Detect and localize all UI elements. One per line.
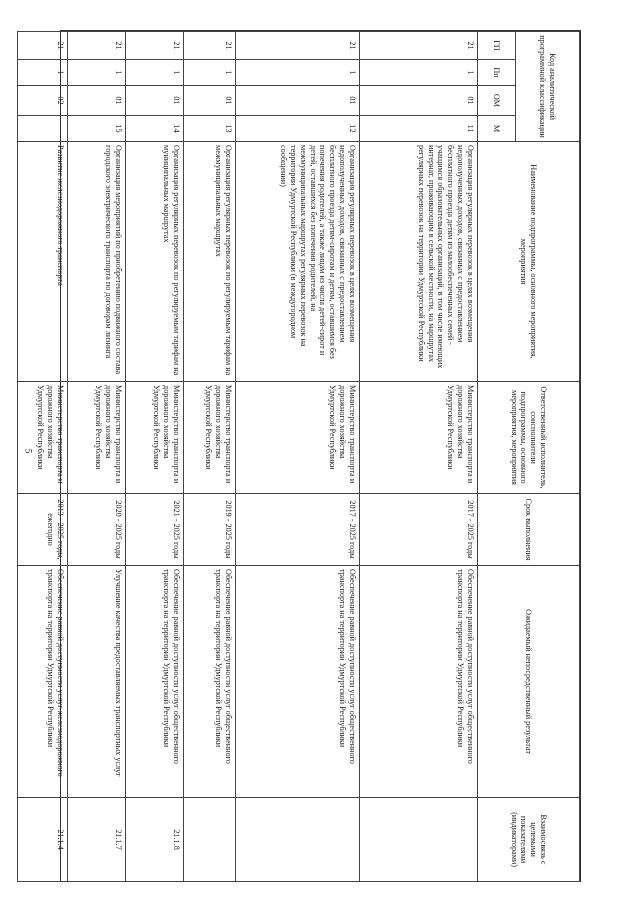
header-term: Срок выполнения [478,494,580,566]
cell-gp: 21 [126,32,184,60]
cell-m: 12 [236,116,360,142]
cell-term: 2017 - 2025 годы [236,494,360,566]
table-row [184,32,236,882]
cell-m: 14 [126,116,184,142]
table-row [68,32,126,882]
cell-name: Организация мероприятий по приобретению подвижного состава городского электрического транспорта по договорам лизинга [68,142,126,382]
table-row [360,32,478,882]
cell-result: Обеспечение равной доступности услуг общественного транспорта на территории Удмуртской Республики [184,566,236,798]
cell-pp: 1 [360,60,478,86]
cell-result: Обеспечение равной доступности услуг общественного транспорта на территории Удмуртской Республики [236,566,360,798]
header-name: Наименование подпрограммы, основного мероприятия, мероприятия [478,142,580,382]
header-gp: ГП [478,32,516,60]
cell-pp: 1 [236,60,360,86]
cell-pp: 1 [126,60,184,86]
cell-name: Организация регулярных перевозок в целях возмещения недополученных доходов, связанных с предоставлением бесплатного проезда детям-сиротам и детям, оставшимся без попечения родителей, а также лицам из числа детей-сирот и детей, оставшихся без попечения родителей, на межмуниципальных маршрутах регулярных перевозок на территории Удмуртской Республики (в междугородном сообщении) [236,142,360,382]
header-m: М [478,116,516,142]
table-row [18,32,68,882]
cell-name: Развитие железнодорожного транспорта [18,142,68,382]
cell-result: Улучшение качества предоставляемых транспортных услуг [68,566,126,798]
cell-om: 02 [18,86,68,116]
header-link: Взаимосвязь с целевыми показателями (индикаторами) [478,798,580,882]
program-table-frame [36,30,581,882]
cell-om: 01 [126,86,184,116]
header-code-group: Код аналитической программной классификации [516,32,580,142]
cell-term: 2020 - 2025 годы [68,494,126,566]
cell-link: 21.1.8 [126,798,184,882]
cell-om: 01 [360,86,478,116]
cell-result: Обеспечение равной доступности услуг общественного транспорта на территории Удмуртской Республики [126,566,184,798]
header-pp: Пп [478,60,516,86]
cell-term: 2017 - 2025 годы [360,494,478,566]
cell-om: 01 [68,86,126,116]
cell-om: 01 [236,86,360,116]
cell-m: 15 [68,116,126,142]
cell-responsible: Министерство транспорта и дорожного хозяйства Удмуртской Республики [236,382,360,494]
cell-result: Обеспечение равной доступности услуг общественного транспорта на территории Удмуртской Республики [360,566,478,798]
cell-link [236,798,360,882]
cell-link: 21.1.4 [18,798,68,882]
cell-m: 13 [184,116,236,142]
cell-m: 11 [360,116,478,142]
cell-link: 21.1.7 [68,798,126,882]
cell-responsible: Министерство транспорта и дорожного хозяйства Удмуртской Республики [68,382,126,494]
cell-responsible: Министерство транспорта и дорожного хозяйства Удмуртской Республики [360,382,478,494]
cell-name: Организация регулярных перевозок по регулируемым тарифам на муниципальных маршрутах [126,142,184,382]
rotated-table-container [36,31,580,881]
cell-link [184,798,236,882]
cell-gp: 21 [184,32,236,60]
cell-om: 01 [184,86,236,116]
cell-link [360,798,478,882]
cell-responsible: Министерство транспорта и дорожного хозяйства Удмуртской Республики [18,382,68,494]
cell-responsible: Министерство транспорта и дорожного хозяйства Удмуртской Республики [126,382,184,494]
cell-pp: 1 [68,60,126,86]
header-result: Ожидаемый непосредственный результат [478,566,580,798]
cell-pp: 1 [18,60,68,86]
cell-gp: 21 [360,32,478,60]
cell-name: Организация регулярных перевозок по регулируемым тарифам на межмуниципальных маршрутах [184,142,236,382]
header-om: ОМ [478,86,516,116]
cell-gp: 21 [236,32,360,60]
header-responsible: Ответственный исполнитель, соисполнители подпрограммы, основного мероприятия, мероприятия [478,382,580,494]
cell-gp: 21 [18,32,68,60]
cell-term: 2019 - 2025 годы [184,494,236,566]
cell-term: 2021 - 2025 годы [126,494,184,566]
table-row [126,32,184,882]
cell-pp: 1 [184,60,236,86]
cell-responsible: Министерство транспорта и дорожного хозяйства Удмуртской Республики [184,382,236,494]
table-row [236,32,360,882]
cell-result: Обеспечение равной доступности услуг железнодорожного транспорта на территории Удмуртской Республики [18,566,68,798]
cell-name: Организация регулярных перевозок в целях возмещения недополученных доходов, связанных с предоставлением бесплатного проезда детям из малообеспеченных семей - учащимся образовательных организаций, в том числе имеющих интернат, проживающим в сельской местности, на маршрутах регулярных перевозок на территории Удмуртской Республики [360,142,478,382]
cell-term: 2013 - 2025 годы, ежегодно [18,494,68,566]
program-table [17,31,580,882]
cell-gp: 21 [68,32,126,60]
page-number: 5 [23,448,34,454]
cell-m [18,116,68,142]
